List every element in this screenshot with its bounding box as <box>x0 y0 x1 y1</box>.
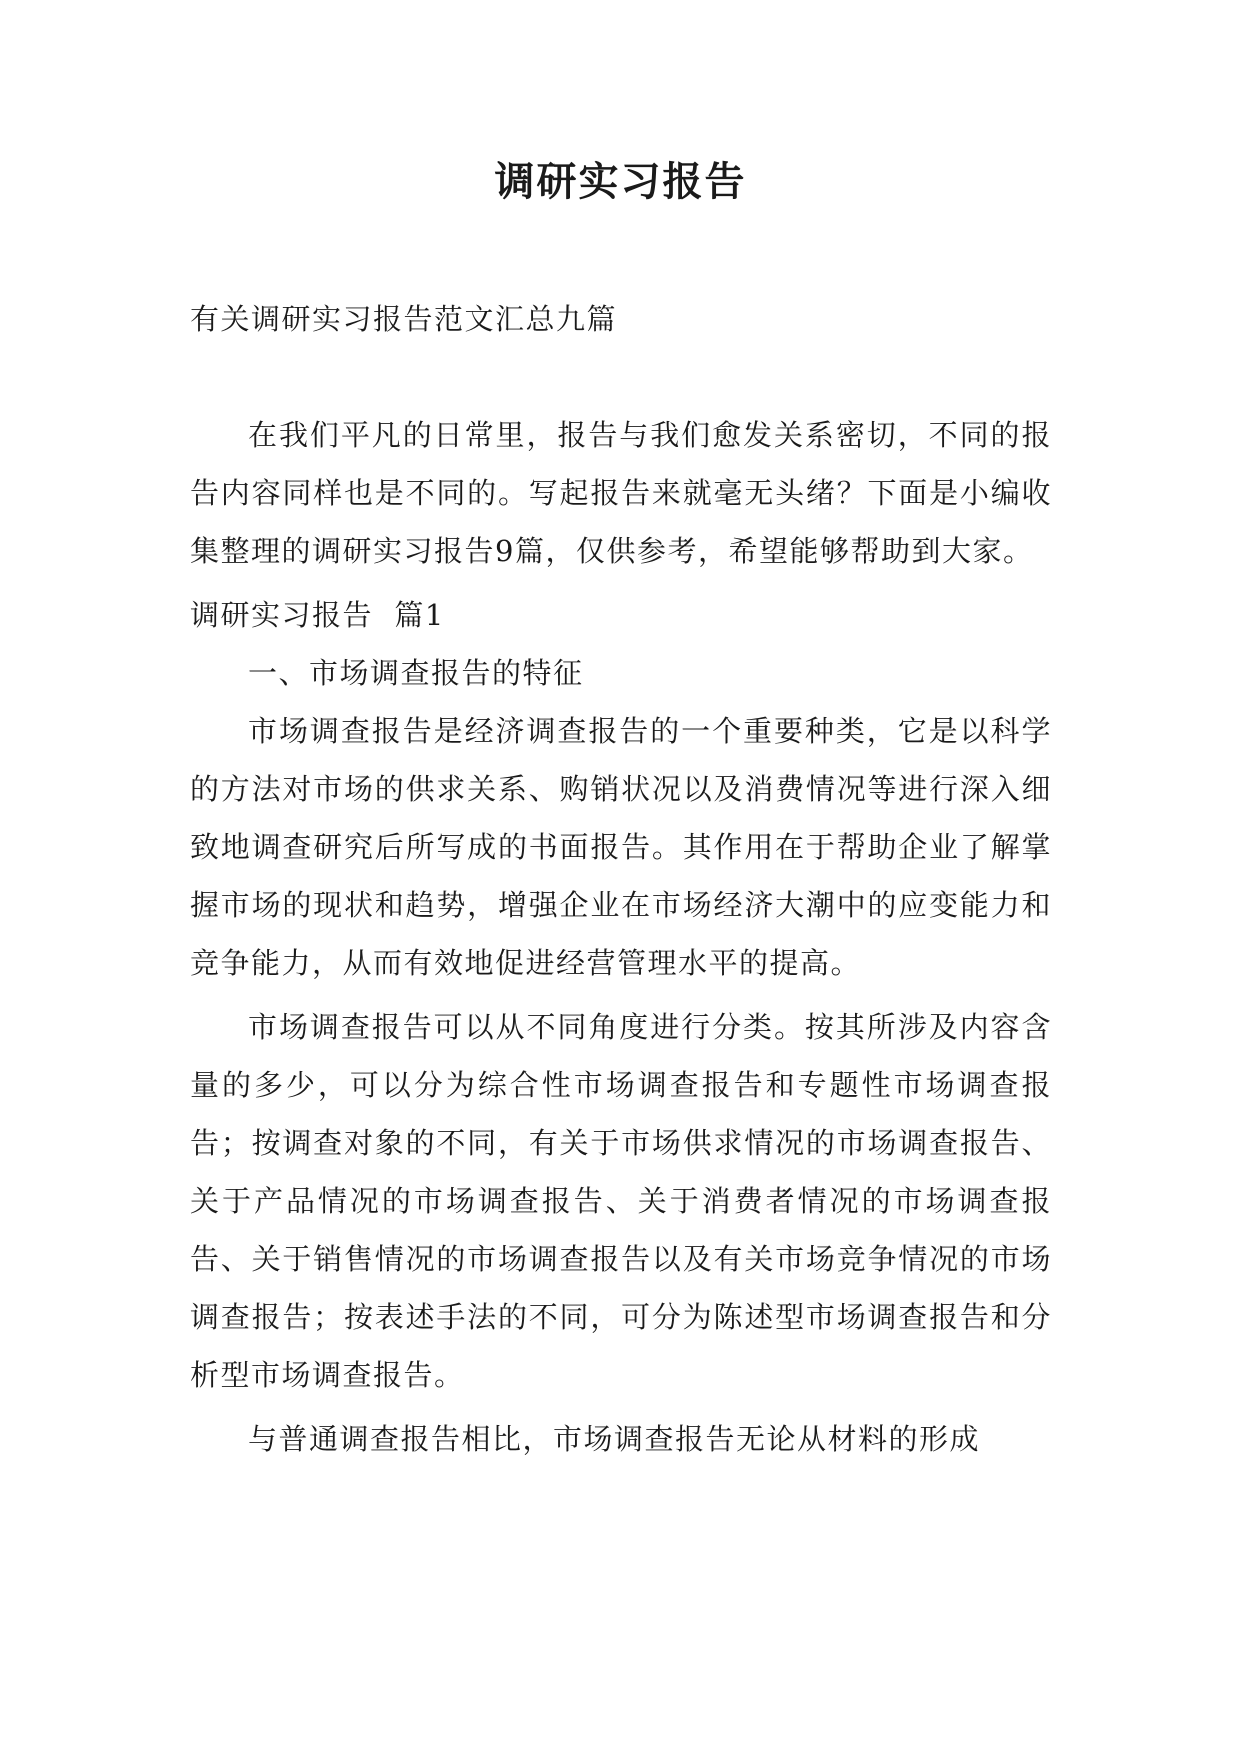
subheading: 一、市场调查报告的特征 <box>248 656 584 690</box>
document-subtitle: 有关调研实习报告范文汇总九篇 <box>190 302 618 336</box>
intro-paragraph: 在我们平凡的日常里，报告与我们愈发关系密切，不同的报告内容同样也是不同的。写起报告来就毫无头绪？下面是小编收集整理的调研实习报告9篇，仅供参考，希望能够帮助到大家。 <box>190 418 1052 568</box>
body-paragraph-2: 市场调查报告可以从不同角度进行分类。按其所涉及内容含量的多少，可以分为综合性市场调查报告和专题性市场调查报告；按调查对象的不同，有关于市场供求情况的市场调查报告、关于产品情况的市场调查报告、关于消费者情况的市场调查报告、关于销售情况的市场调查报告以及有关市场竞争情况的市场调查报告；按表述手法的不同，可分为陈述型市场调查报告和分析型市场调查报告。 <box>190 1010 1052 1392</box>
document-title: 调研实习报告 <box>494 159 747 205</box>
document-body <box>190 290 1052 1468</box>
section-heading: 调研实习报告 篇1 <box>190 598 445 632</box>
body-paragraph-1: 市场调查报告是经济调查报告的一个重要种类，它是以科学的方法对市场的供求关系、购销状况以及消费情况等进行深入细致地调查研究后所写成的书面报告。其作用在于帮助企业了解掌握市场的现状和趋势，增强企业在市场经济大潮中的应变能力和竞争能力，从而有效地促进经营管理水平的提高。 <box>190 714 1052 980</box>
body-paragraph-3: 与普通调查报告相比，市场调查报告无论从材料的形成 <box>248 1422 981 1456</box>
